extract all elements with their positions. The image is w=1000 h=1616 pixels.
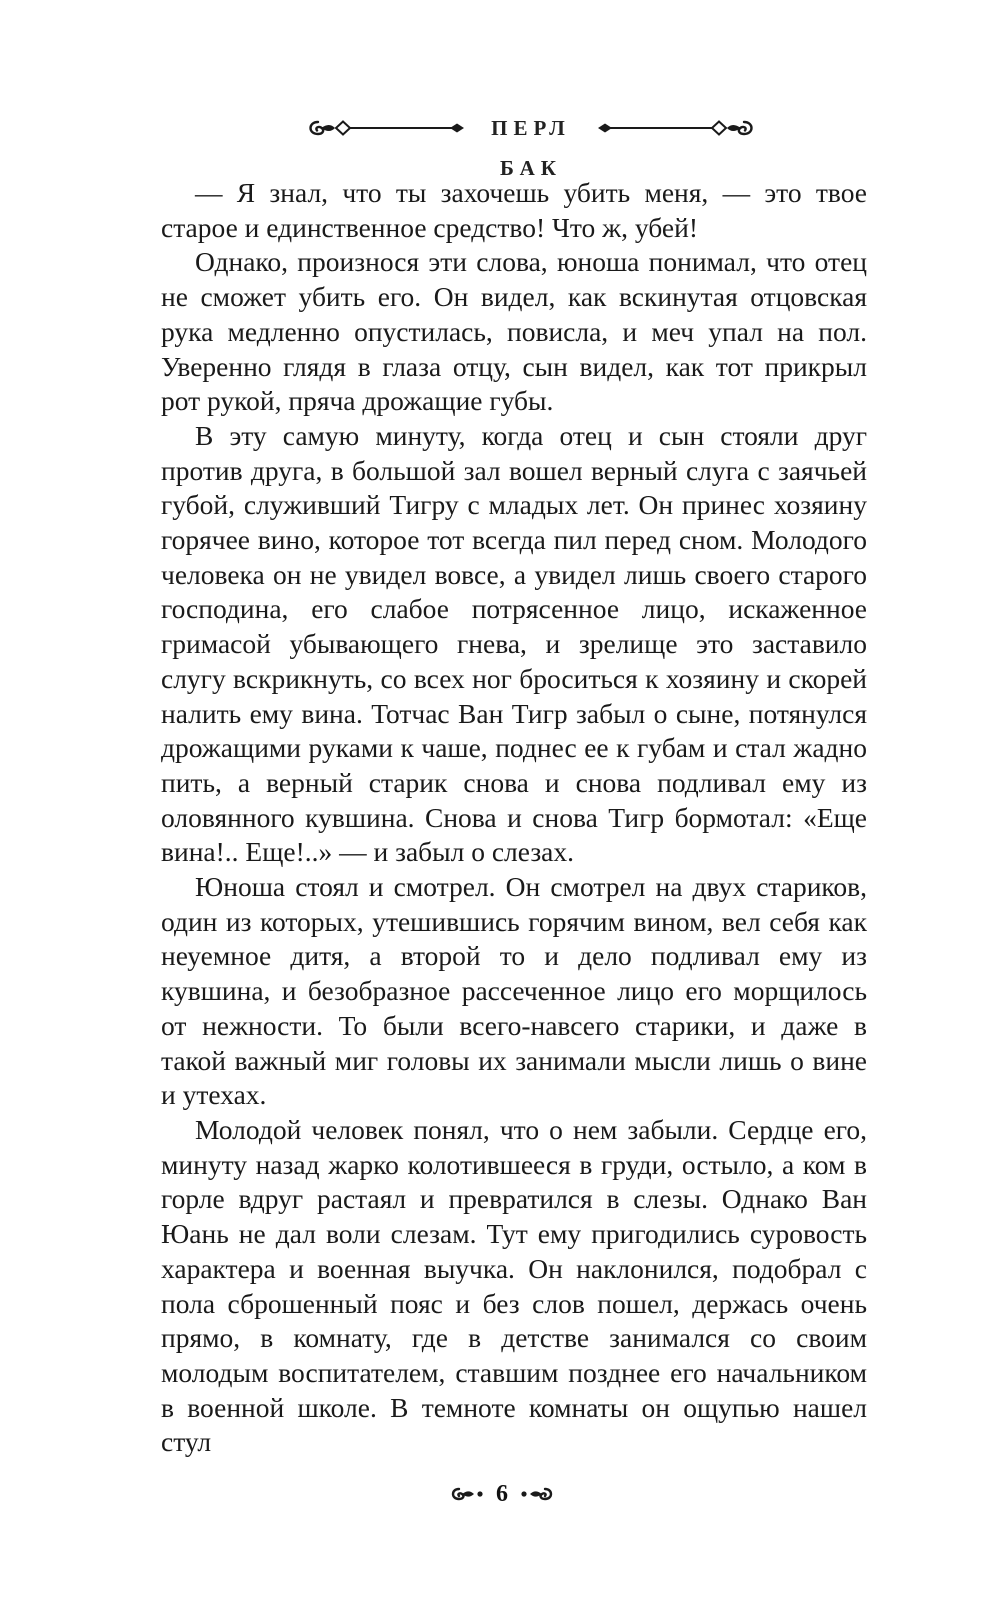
running-header	[0, 108, 1000, 180]
header-ornament-left-icon	[306, 108, 466, 148]
page-body-text	[161, 176, 867, 1460]
book-author-header: ПЕРЛ БАК	[491, 116, 571, 180]
paragraph: В эту самую минуту, когда отец и сын стояли друг против друга, в большой зал вошел верный слуга с заячьей губой, служивший Тигру с младых лет. Он принес хозяину горячее вино, которое тот всегда пил перед сном. Молодого человека он не увидел вовсе, а увидел лишь своего старого господина, его слабое потрясенное лицо, искаженное гримасой убывающего гнева, и зрелище это заставило слугу вскрикнуть, со всех ног броситься к хозяину и скорей налить ему вина. Тотчас Ван Тигр забыл о сыне, потянулся дрожащими руками к чаше, поднес ее к губам и стал жадно пить, а верный старик снова и снова подливал ему из оловянного кувшина. Снова и снова Тигр бормотал: «Еще вина!.. Еще!..» — и забыл о слезах.	[161, 419, 867, 868]
page-number: 6	[496, 1481, 508, 1507]
header-ornament-right-icon	[596, 108, 756, 148]
footer-ornament-left-icon	[450, 1474, 484, 1514]
paragraph: Молодой человек понял, что о нем забыли. Сердце его, минуту назад жарко колотившееся в груди, остыло, а ком в горле вдруг растаял и превратился в слезы. Однако Ван Юань не дал воли слезам. Тут ему пригодились суровость характера и военная выучка. Он наклонился, подобрал с пола сброшенный пояс и без слов пошел, держась очень прямо, в комнату, где в детстве занимался со своим молодым воспитателем, ставшим позднее его начальником в военной школе. В темноте комнаты он ощупью нашел стул	[161, 1113, 867, 1458]
footer-ornament-right-icon	[520, 1474, 554, 1514]
paragraph: Однако, произнося эти слова, юноша понимал, что отец не сможет убить его. Он видел, как вскинутая отцовская рука медленно опустилась, повисла, и меч упал на пол. Уверенно глядя в глаза отцу, сын видел, как тот прикрыл рот рукой, пряча дрожащие губы.	[161, 246, 867, 417]
page-footer	[0, 1474, 1000, 1514]
paragraph: Юноша стоял и смотрел. Он смотрел на двух стариков, один из которых, утешившись горячим вином, вел себя как неуемное дитя, а второй то и дело подливал ему из кувшина, и безобразное рассеченное лицо его морщилось от нежности. То были всего-навсего старики, и даже в такой важный миг головы их занимали мысли лишь о вине и утехах.	[161, 871, 867, 1111]
paragraph: — Я знал, что ты захочешь убить меня, — это твое старое и единственное средство! Что ж, убей!	[161, 177, 867, 243]
